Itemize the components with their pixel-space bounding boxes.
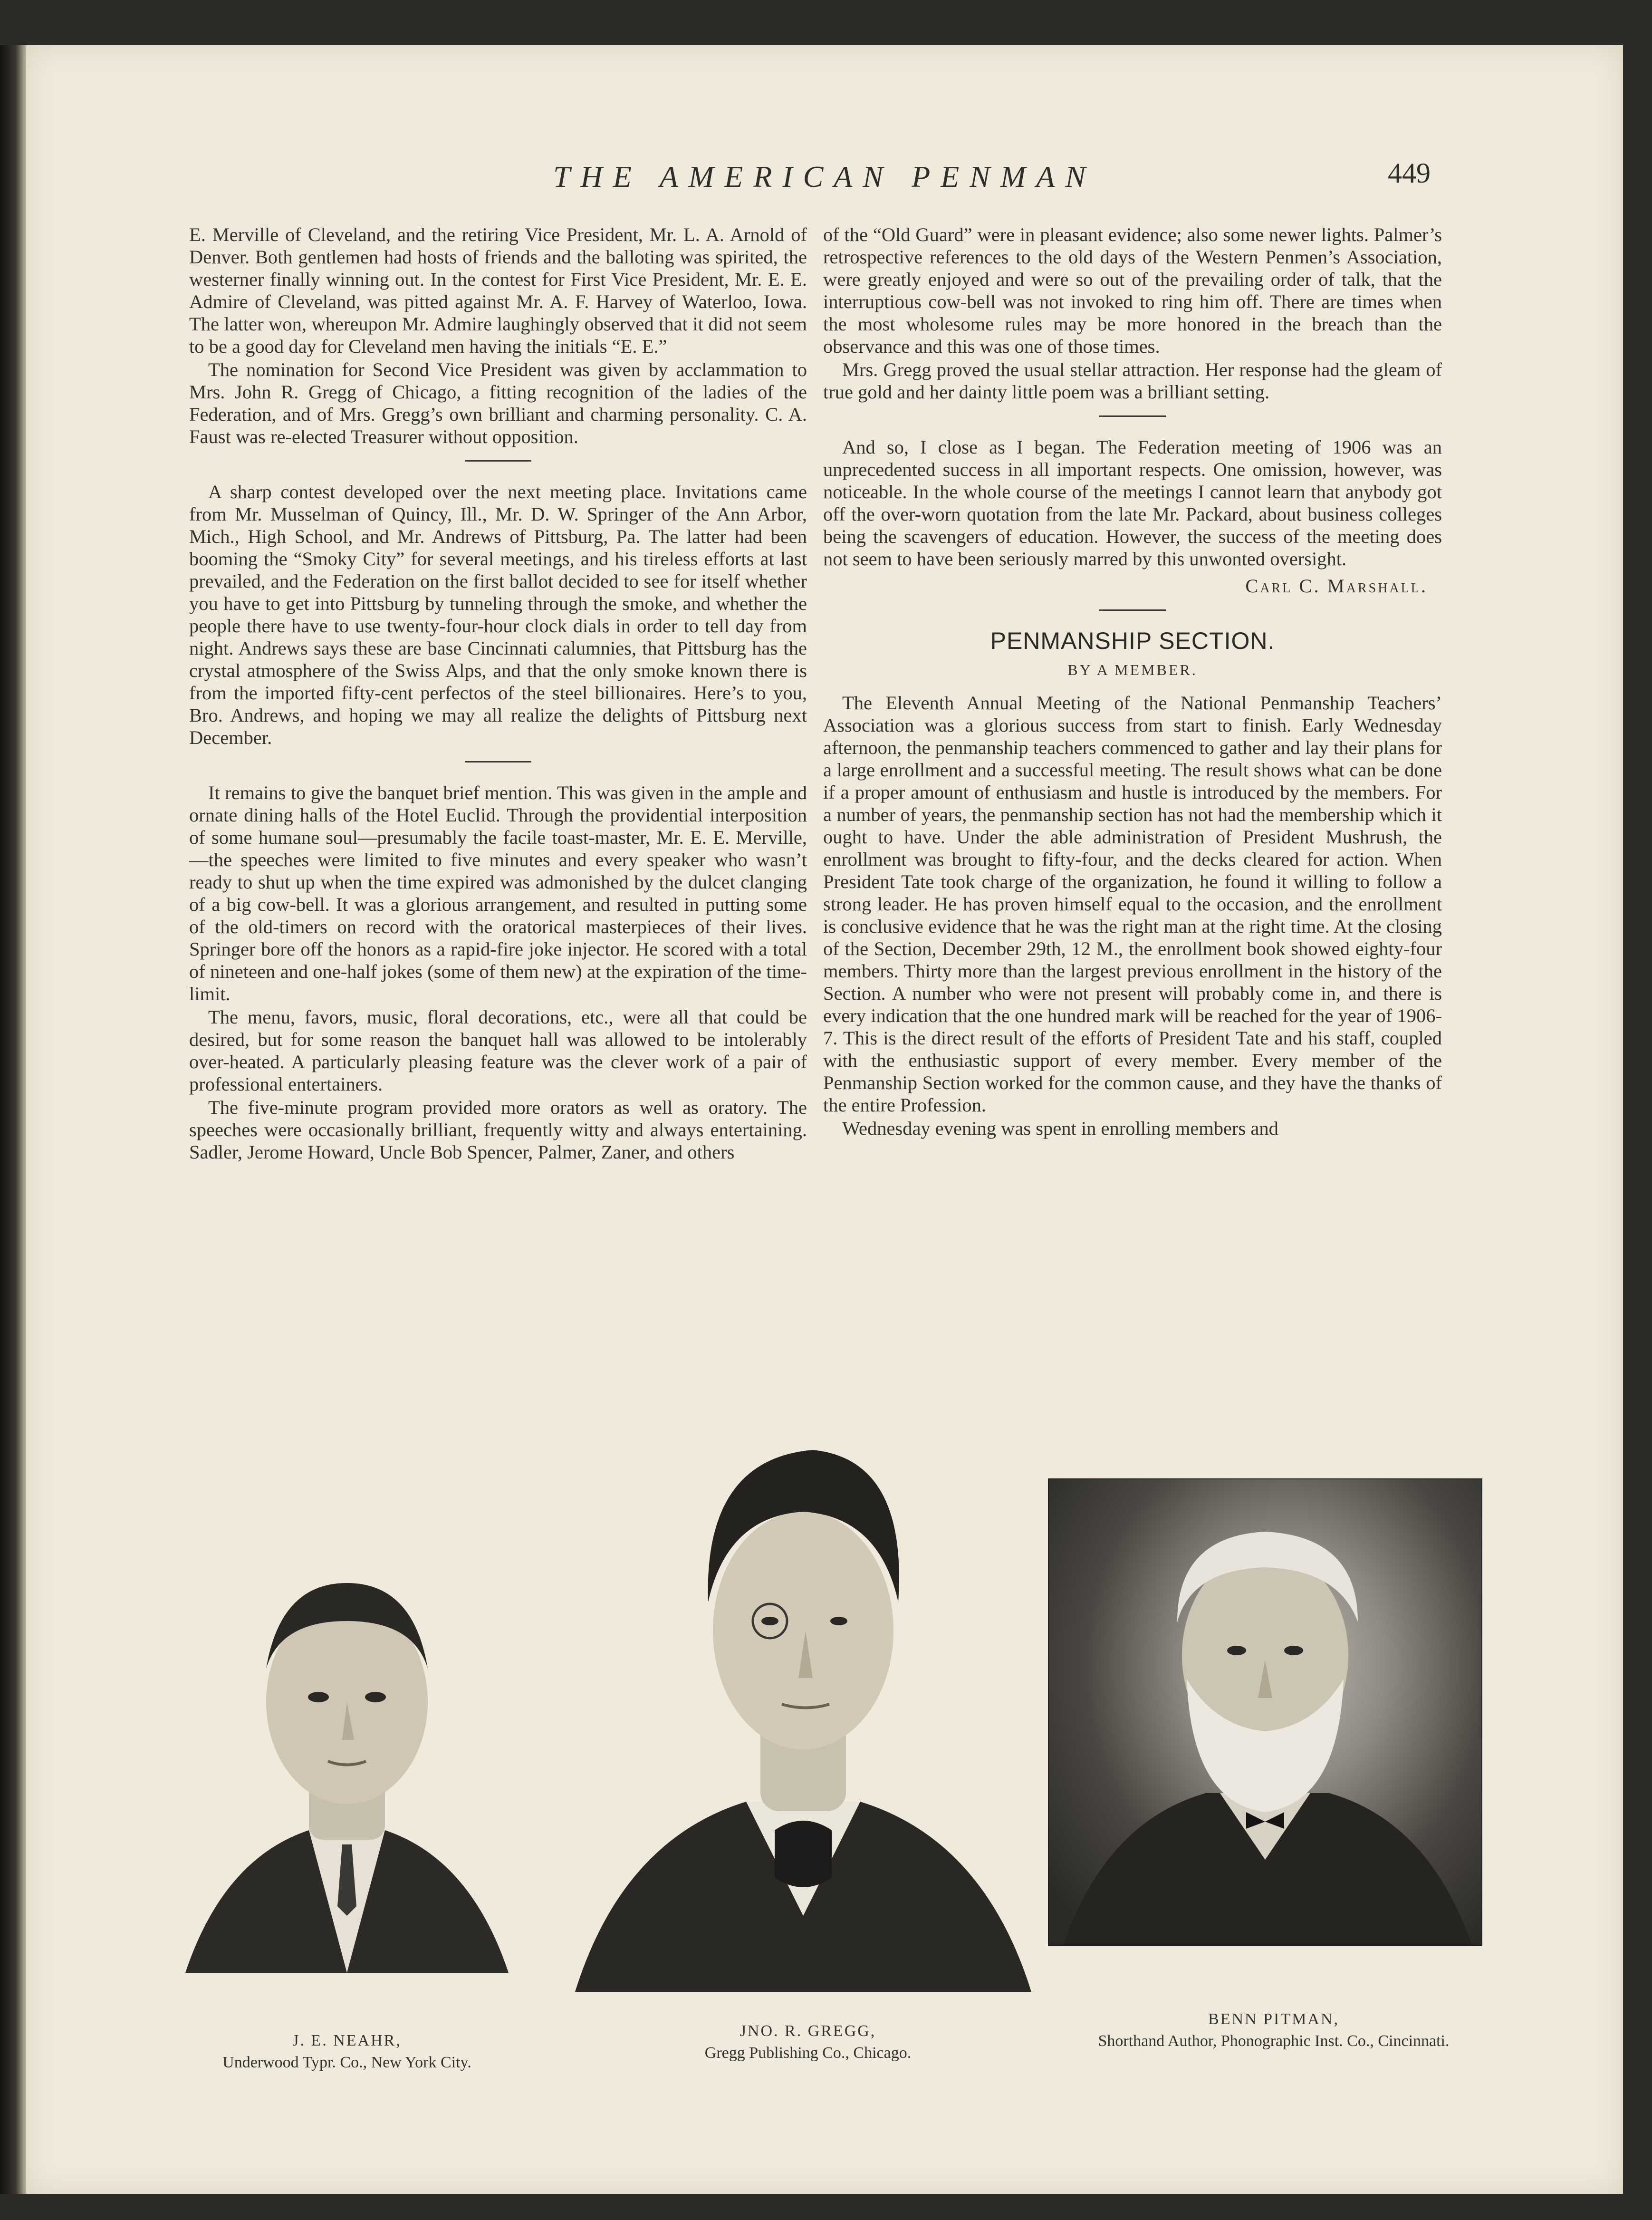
portrait-name: J. E. NEAHR, bbox=[292, 2032, 402, 2049]
portrait-photo-pitman bbox=[1048, 1478, 1482, 1946]
paragraph: A sharp contest developed over the next meeting place. Invitations came from Mr. Musselman of Quincy, Ill., Mr. D. W. Springer of the Ann Arbor, Mich., High School, and Mr. Andrews of Pittsburg, Pa. The latter had been booming the “Smoky City” for several meetings, and his tireless efforts at last prevailed, and the Federation on the first ballot decided to see for itself whether you have to get into Pittsburg by tunneling through the smoke, and whether the people there have to use twenty-four-hour clock dials in order to tell day from night. Andrews says these are base Cincinnati calumnies, that Pittsburg has the crystal atmosphere of the Swiss Alps, and that the only smoke known there is from the imported fifty-cent perfectos of the steel billionaires. Here’s to you, Bro. Andrews, and hoping we may all realize the delights of Pittsburg next December. bbox=[189, 481, 807, 748]
portrait-name: JNO. R. GREGG, bbox=[740, 2022, 876, 2040]
paragraph: It remains to give the banquet brief mention. This was given in the ample and ornate dining halls of the Hotel Euclid. Through the providential interposition of some humane soul—presumably the facile toast-master, Mr. E. E. Merville,—the speeches were limited to five minutes and every speaker who wasn’t ready to shut up when the time expired was admonished by the dulcet clanging of a big cow-bell. It was a glorious arrangement, and resulted in putting some of the old-timers on record with the oratorical masterpieces of their lives. Springer bore off the honors as a rapid-fire joke injector. He scored with a total of nineteen and one-half jokes (some of them new) at the expiration of the time-limit. bbox=[189, 782, 807, 1004]
paragraph: of the “Old Guard” were in pleasant evidence; also some newer lights. Palmer’s retrospective references to the old days of the Western Penmen’s Association, were greatly enjoyed and were so out of the prevailing order of talk, that the interruptious cow-bell was not invoked to ring him off. There are times when the most wholesome rules may be more honored in the breach than the observance and this was one of those times. bbox=[823, 224, 1442, 357]
left-column bbox=[189, 223, 807, 1163]
portrait-caption-gregg bbox=[594, 2020, 1022, 2064]
running-header-title: THE AMERICAN PENMAN bbox=[553, 160, 1096, 193]
paragraph: And so, I close as I began. The Federation meeting of 1906 was an unprecedented success in all important respects. One omission, however, was noticeable. In the whole course of the meetings I cannot learn that anybody got off the over-worn quotation from the late Mr. Packard, about business colleges being the scavengers of education. However, the success of the meeting does not seem to have been seriously marred by this unwonted oversight. bbox=[823, 436, 1442, 569]
portrait-illustration bbox=[1049, 1479, 1481, 1945]
portrait-caption-neahr bbox=[133, 2030, 561, 2074]
portrait-caption-pitman bbox=[1022, 2008, 1526, 2052]
section-divider bbox=[465, 761, 531, 763]
author-signature: Carl C. Marshall. bbox=[1245, 575, 1428, 597]
section-byline: BY A MEMBER. bbox=[1067, 661, 1198, 678]
section-divider bbox=[1099, 415, 1166, 417]
paragraph: The nomination for Second Vice President was given by acclammation to Mrs. John R. Gregg of Chicago, a fitting recognition of the ladies of the Federation, and of Mrs. Gregg’s own brilliant and charming personality. C. A. Faust was re-elected Treasurer without opposition. bbox=[189, 359, 807, 447]
paragraph: The Eleventh Annual Meeting of the National Penmanship Teachers’ Association was a glorious success from start to finish. Early Wednesday afternoon, the penmanship teachers commenced to gather and lay their plans for a large enrollment and a successful meeting. The result shows what can be done if a proper amount of enthusiasm and hustle is introduced by the members. For a number of years, the penmanship section has not had the membership which it ought to have. Under the able administration of President Mushrush, the enrollment was brought to fifty-four, and the decks cleared for action. When President Tate took charge of the organization, he found it willing to follow a strong leader. He has proven himself equal to the occasion, and the enrollment is conclusive evidence that he was the right man at the right time. At the closing of the Section, December 29th, 12 M., the enrollment book showed eighty-four members. Thirty more than the largest previous enrollment in the history of the Section. A number who were not present will probably come in, and there is every indication that the one hundred mark will be reached for the year of 1906-7. This is the direct result of the efforts of President Tate and his staff, coupled with the enthusiastic support of every member. Every member of the Penmanship Section worked for the common cause, and they have the thanks of the entire Profession. bbox=[823, 692, 1442, 1116]
portrait-affiliation: Underwood Typr. Co., New York City. bbox=[222, 2054, 471, 2071]
portrait-illustration bbox=[566, 1431, 1041, 2011]
paragraph: E. Merville of Cleveland, and the retiring Vice President, Mr. L. A. Arnold of Denver. Both gentlemen had hosts of friends and the balloting was spirited, the westerner finally winning out. In the contest for First Vice President, Mr. E. E. Admire of Cleveland, was pitted against Mr. A. F. Harvey of Waterloo, Iowa. The latter won, whereupon Mr. Admire laughingly observed that it did not seem to be a good day for Cleveland men having the initials “E. E.” bbox=[189, 224, 807, 357]
portrait-photo-gregg bbox=[566, 1431, 1041, 2011]
paragraph: The five-minute program provided more orators as well as oratory. The speeches were occasionally brilliant, frequently witty and always entertaining. Sadler, Jerome Howard, Uncle Bob Spencer, Palmer, Zaner, and others bbox=[189, 1097, 807, 1163]
section-heading: PENMANSHIP SECTION. bbox=[990, 627, 1275, 654]
paragraph: The menu, favors, music, floral decorations, etc., were all that could be desired, but for some reason the banquet hall was allowed to be intolerably over-heated. A particularly pleasing feature was the clever work of a pair of professional entertainers. bbox=[189, 1006, 807, 1095]
portrait-affiliation: Gregg Publishing Co., Chicago. bbox=[704, 2044, 912, 2062]
portrait-affiliation: Shorthand Author, Phonographic Inst. Co., Cincinnati. bbox=[1098, 2032, 1450, 2050]
page-number: 449 bbox=[1388, 157, 1431, 189]
section-divider bbox=[465, 460, 531, 462]
portrait-illustration bbox=[166, 1497, 528, 2006]
paragraph: Mrs. Gregg proved the usual stellar attraction. Her response had the gleam of true gold and her dainty little poem was a brilliant setting. bbox=[823, 359, 1442, 403]
section-divider bbox=[1099, 609, 1166, 611]
right-column bbox=[823, 223, 1442, 1139]
book-spine bbox=[0, 45, 26, 2194]
portrait-name: BENN PITMAN, bbox=[1208, 2010, 1339, 2028]
portrait-photo-neahr bbox=[166, 1497, 528, 2006]
paragraph: Wednesday evening was spent in enrolling members and bbox=[842, 1118, 1278, 1139]
